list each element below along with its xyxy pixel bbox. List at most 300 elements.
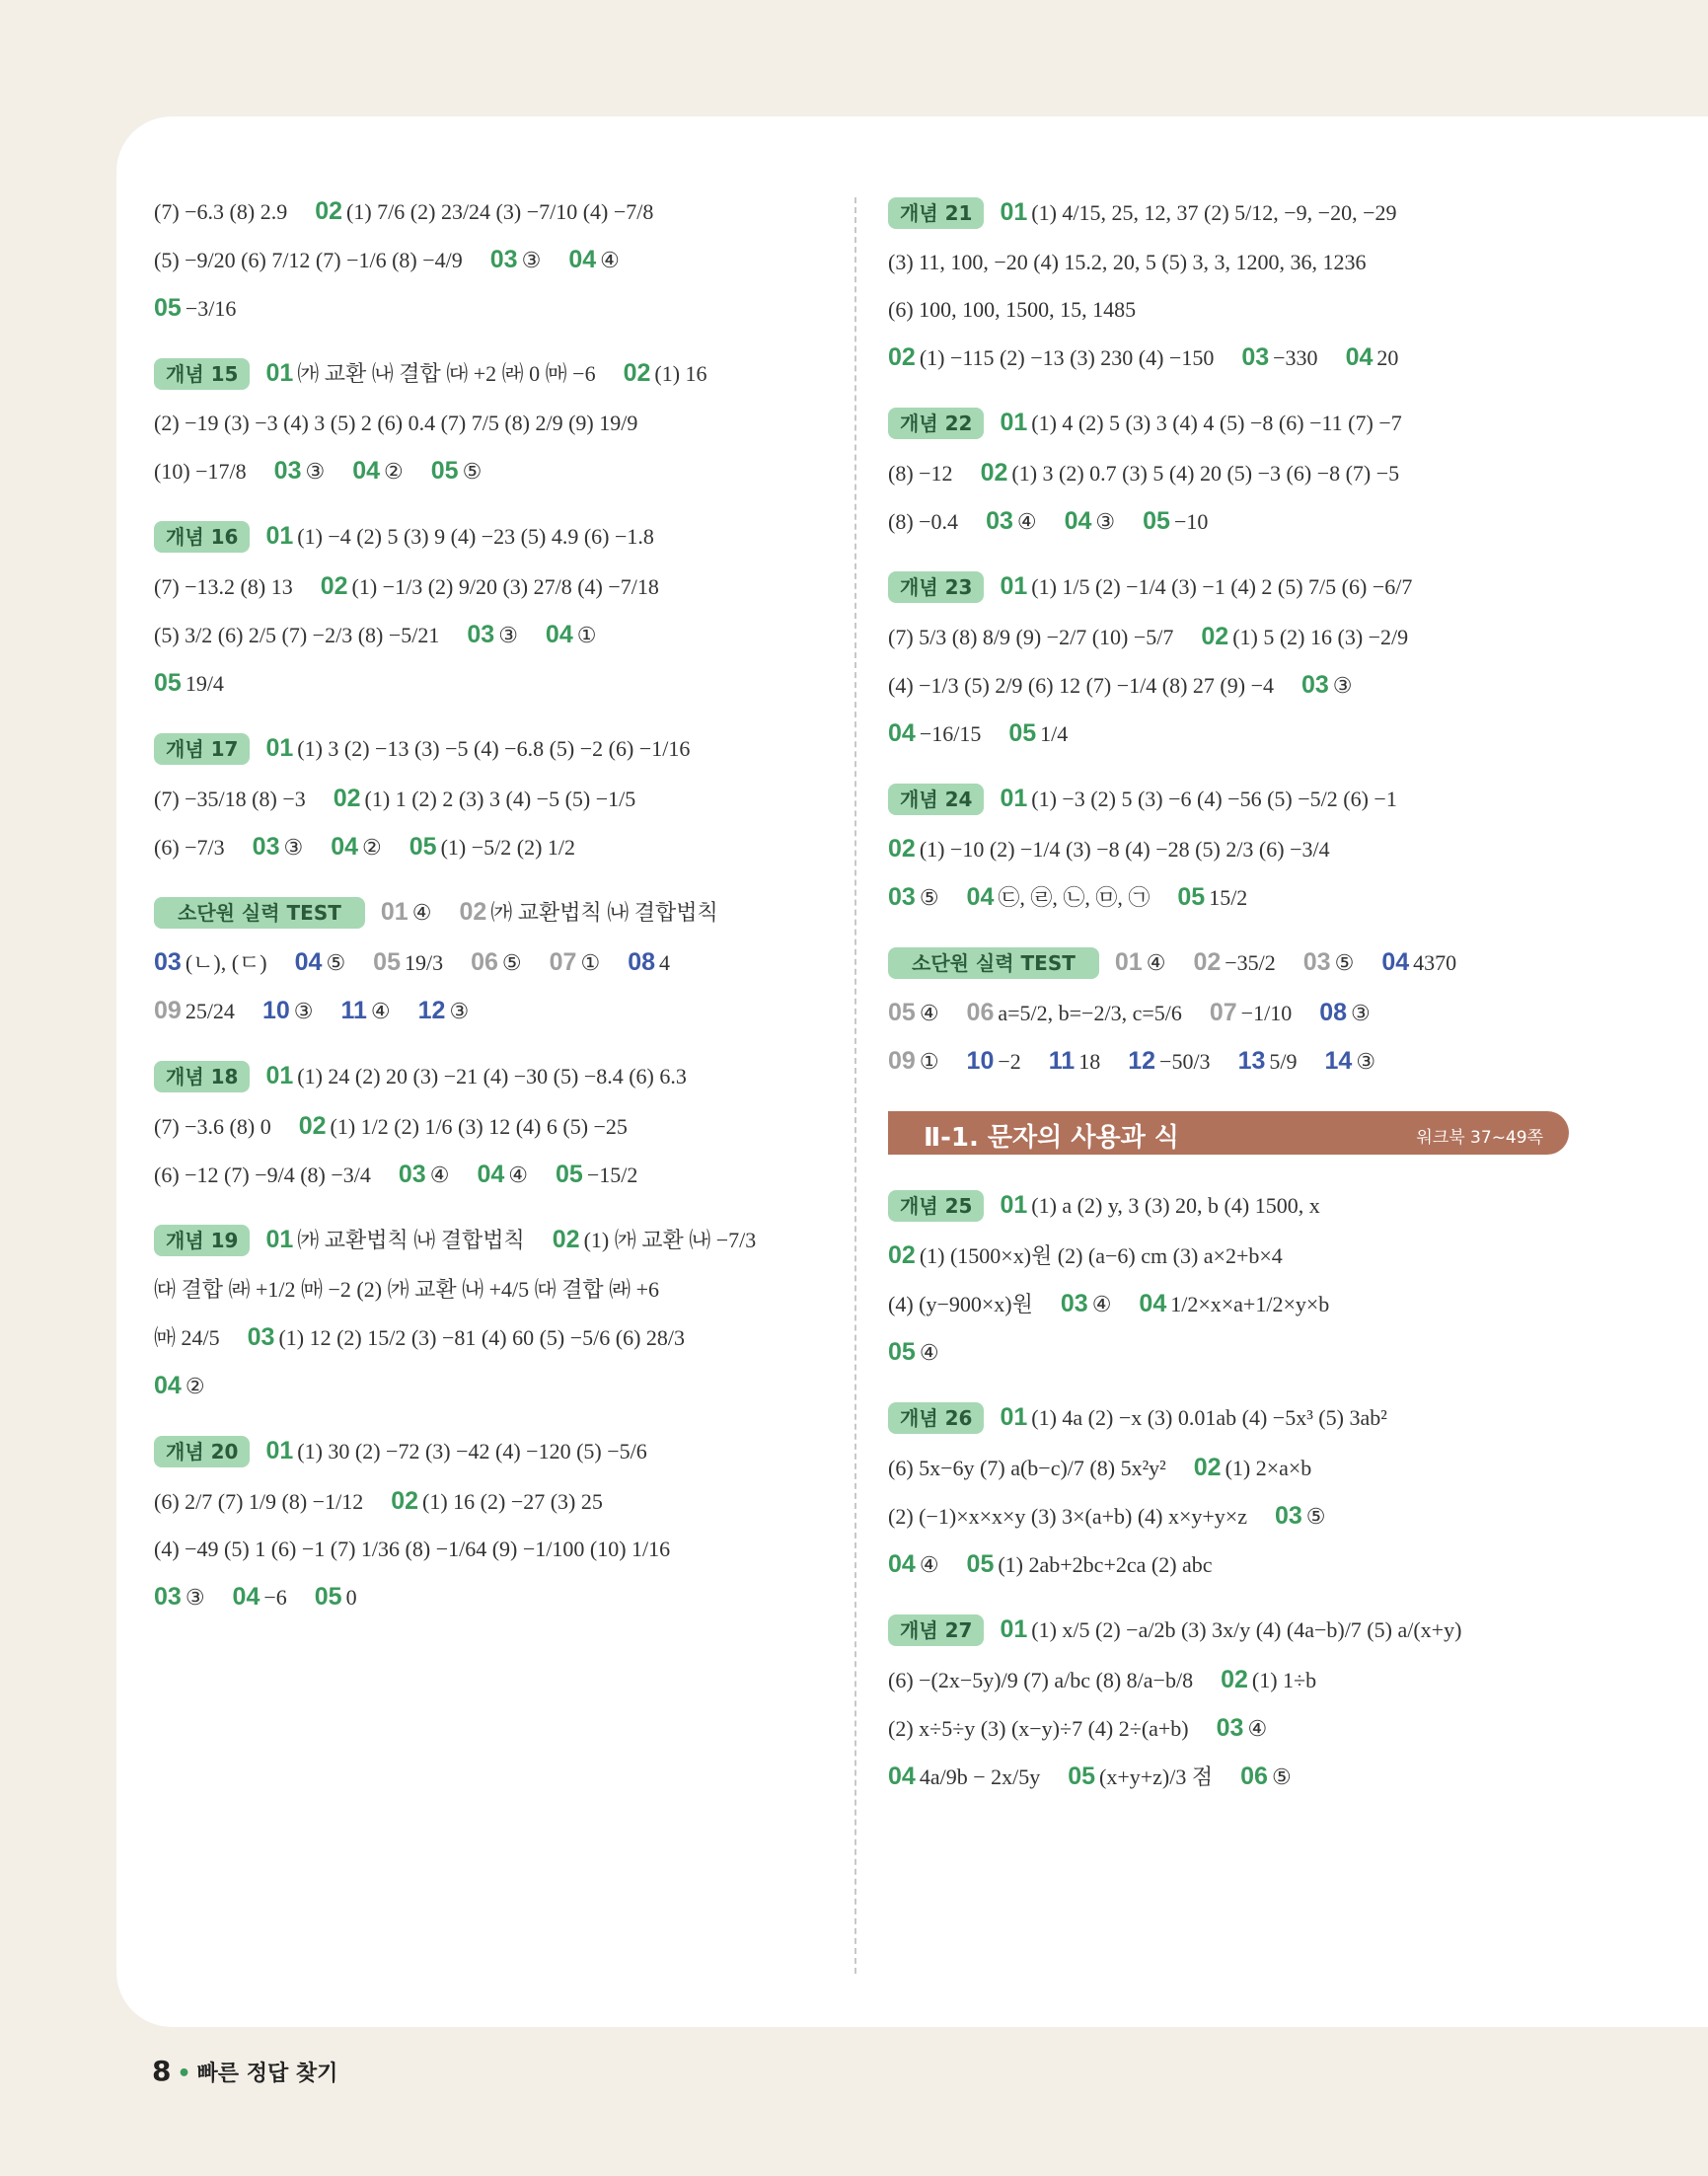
answer-text: ② bbox=[185, 1374, 205, 1398]
answer-line bbox=[154, 197, 845, 226]
answer-line bbox=[154, 358, 845, 390]
answer-item bbox=[1346, 345, 1399, 370]
answer-line bbox=[154, 1487, 845, 1516]
section-test-tag: 소단원 실력 TEST bbox=[154, 897, 365, 929]
answer-text: 20 bbox=[1376, 345, 1399, 370]
answer-item bbox=[154, 999, 235, 1023]
answer-item bbox=[1049, 1049, 1100, 1074]
answer-text: ③ bbox=[1351, 1001, 1371, 1025]
answer-text: (6) −12 (7) −9/4 (8) −3/4 bbox=[154, 1163, 371, 1187]
concept-tag: 개념 25 bbox=[888, 1190, 984, 1222]
answer-item bbox=[334, 787, 636, 811]
question-number: 05 bbox=[154, 669, 182, 697]
answer-text: −1/10 bbox=[1240, 1001, 1293, 1025]
answer-text: (ㄴ), (ㄷ) bbox=[185, 950, 267, 975]
question-number: 05 bbox=[1068, 1763, 1096, 1790]
question-number: 02 bbox=[391, 1487, 419, 1515]
answer-item bbox=[1000, 574, 1412, 599]
answer-text: (8) −12 bbox=[888, 461, 953, 486]
answer-item bbox=[274, 459, 326, 484]
answer-item bbox=[381, 900, 432, 925]
question-number: 11 bbox=[340, 997, 367, 1024]
answer-item bbox=[1275, 1504, 1326, 1529]
answer-item bbox=[321, 574, 659, 599]
answer-text: ⑤ bbox=[326, 950, 346, 975]
answer-text: −35/2 bbox=[1225, 950, 1276, 975]
question-number: 05 bbox=[408, 833, 437, 861]
question-number: 03 bbox=[273, 457, 302, 485]
answer-text: −15/2 bbox=[586, 1163, 638, 1187]
question-number: 01 bbox=[265, 734, 294, 762]
answer-text: (1) −4 (2) 5 (3) 9 (4) −23 (5) 4.9 (6) −1.8 bbox=[297, 524, 654, 549]
answer-item bbox=[331, 835, 382, 860]
answer-line bbox=[888, 1338, 1569, 1367]
question-number: 01 bbox=[1000, 1191, 1028, 1219]
answer-item bbox=[265, 524, 653, 549]
answer-text: −330 bbox=[1273, 345, 1318, 370]
answer-line bbox=[154, 733, 845, 765]
answer-item bbox=[1319, 1001, 1371, 1025]
answer-item bbox=[888, 625, 1173, 649]
answer-item bbox=[265, 1064, 686, 1088]
answer-line bbox=[154, 1323, 845, 1352]
question-number: 05 bbox=[888, 1338, 916, 1366]
answer-text: ⑤ bbox=[1271, 1764, 1292, 1789]
answer-item bbox=[888, 345, 1214, 370]
answer-section bbox=[154, 521, 845, 698]
question-number: 07 bbox=[1209, 999, 1237, 1026]
answer-item bbox=[315, 1585, 357, 1610]
answer-text: (1) a (2) y, 3 (3) 20, b (4) 1500, x bbox=[1031, 1193, 1320, 1218]
answer-text: (2) (−1)×x×x×y (3) 3×(a+b) (4) x×y+y×z bbox=[888, 1504, 1247, 1529]
answer-item bbox=[967, 1049, 1021, 1074]
answer-text: (6) −7/3 bbox=[154, 835, 225, 860]
question-number: 06 bbox=[1240, 1763, 1268, 1790]
answer-item bbox=[888, 1456, 1166, 1480]
question-number: 02 bbox=[552, 1226, 580, 1253]
answer-section bbox=[154, 1061, 845, 1189]
answer-item bbox=[888, 721, 981, 746]
unit-banner-section bbox=[888, 1111, 1569, 1155]
question-number: 01 bbox=[1114, 948, 1143, 976]
question-number: 03 bbox=[398, 1161, 426, 1188]
concept-tag: 개념 17 bbox=[154, 733, 250, 765]
question-number: 04 bbox=[477, 1161, 505, 1188]
answer-line bbox=[888, 249, 1569, 276]
answer-line bbox=[888, 408, 1569, 439]
question-number: 05 bbox=[1177, 883, 1206, 911]
answer-line bbox=[888, 1714, 1569, 1743]
answer-text: (3) 11, 100, −20 (4) 15.2, 20, 5 (5) 3, 3, 1200, 36, 1236 bbox=[888, 250, 1367, 274]
answer-item bbox=[154, 1537, 670, 1561]
question-number: 03 bbox=[247, 1323, 275, 1351]
answer-section bbox=[154, 733, 845, 862]
answer-item bbox=[967, 1001, 1182, 1025]
answer-text: 19/3 bbox=[404, 950, 444, 975]
answer-item bbox=[1177, 885, 1247, 910]
answer-text: ⑤ bbox=[1334, 950, 1355, 975]
concept-tag: 개념 19 bbox=[154, 1225, 250, 1256]
answer-text: −16/15 bbox=[919, 721, 982, 746]
answer-item bbox=[1303, 950, 1355, 975]
question-number: 03 bbox=[1300, 671, 1329, 699]
answer-text: ④ bbox=[1091, 1292, 1112, 1316]
answer-item bbox=[986, 509, 1037, 534]
question-number: 04 bbox=[888, 719, 916, 747]
unit-banner-title: Ⅱ-1. 문자의 사용과 식 bbox=[924, 1123, 1179, 1153]
answer-item bbox=[888, 1292, 1033, 1316]
answer-item bbox=[888, 461, 953, 486]
answer-item bbox=[154, 574, 293, 599]
answer-text: (1) 2×a×b bbox=[1225, 1456, 1312, 1480]
answer-section bbox=[888, 408, 1569, 536]
answer-text: 1/2×x×a+1/2×y×b bbox=[1170, 1292, 1330, 1316]
answer-line bbox=[154, 521, 845, 553]
answer-item bbox=[888, 1764, 1040, 1789]
question-number: 04 bbox=[888, 1550, 916, 1578]
section-test-tag: 소단원 실력 TEST bbox=[888, 947, 1099, 979]
question-number: 09 bbox=[154, 997, 182, 1024]
answer-text: (7) −13.2 (8) 13 bbox=[154, 574, 293, 599]
answer-line bbox=[888, 343, 1569, 372]
answer-text: (1) −5/2 (2) 1/2 bbox=[440, 835, 576, 860]
answer-item bbox=[265, 1439, 646, 1463]
answer-text: (4) (y−900×x)원 bbox=[888, 1292, 1033, 1316]
answer-item bbox=[1240, 1764, 1292, 1789]
answer-text: (2) x÷5÷y (3) (x−y)÷7 (4) 2÷(a+b) bbox=[888, 1716, 1189, 1741]
answer-item bbox=[154, 1114, 271, 1139]
question-number: 02 bbox=[1193, 948, 1222, 976]
answer-text: −50/3 bbox=[1159, 1049, 1211, 1074]
answer-line bbox=[154, 1276, 845, 1304]
answer-section bbox=[888, 571, 1569, 748]
answer-text: ① bbox=[576, 623, 597, 647]
answer-item bbox=[154, 787, 306, 811]
answer-text: ④ bbox=[1146, 950, 1166, 975]
concept-tag: 개념 27 bbox=[888, 1614, 984, 1646]
answer-line bbox=[888, 1190, 1569, 1222]
answer-text: (6) −(2x−5y)/9 (7) a/bc (8) 8/a−b/8 bbox=[888, 1668, 1194, 1692]
answer-item bbox=[315, 199, 653, 224]
answer-text: ④ bbox=[1247, 1716, 1268, 1741]
answer-text: ③ bbox=[449, 999, 470, 1023]
question-number: 12 bbox=[1128, 1047, 1156, 1075]
question-number: 04 bbox=[294, 948, 323, 976]
answer-text: ④ bbox=[600, 248, 620, 272]
question-number: 03 bbox=[1274, 1502, 1302, 1530]
answer-item bbox=[154, 671, 224, 696]
answer-item bbox=[628, 950, 670, 975]
question-number: 02 bbox=[623, 359, 651, 387]
answer-text: ④ bbox=[508, 1163, 528, 1187]
answer-line bbox=[888, 671, 1569, 700]
question-number: 01 bbox=[1000, 409, 1028, 436]
unit-banner bbox=[888, 1111, 1569, 1155]
question-number: 02 bbox=[1193, 1454, 1222, 1481]
question-number: 03 bbox=[1216, 1714, 1244, 1742]
question-number: 04 bbox=[1139, 1290, 1167, 1317]
answer-text: (1) 1/2 (2) 1/6 (3) 12 (4) 6 (5) −25 bbox=[330, 1114, 628, 1139]
answer-item bbox=[888, 1001, 939, 1025]
answer-item bbox=[154, 950, 267, 975]
answer-item bbox=[154, 296, 236, 321]
question-number: 10 bbox=[261, 997, 290, 1024]
answer-text: ⑤ bbox=[1305, 1504, 1326, 1529]
answer-text: (1) 24 (2) 20 (3) −21 (4) −30 (5) −8.4 (6) 6.3 bbox=[297, 1064, 687, 1088]
answer-item bbox=[888, 1552, 939, 1577]
answer-item bbox=[888, 509, 958, 534]
answer-text: (1) −3 (2) 5 (3) −6 (4) −56 (5) −5/2 (6) −1 bbox=[1031, 787, 1397, 811]
answer-item bbox=[1325, 1049, 1376, 1074]
answer-line bbox=[154, 294, 845, 323]
answer-item bbox=[1008, 721, 1068, 746]
answer-item bbox=[154, 623, 439, 647]
answer-text: ③ bbox=[498, 623, 518, 647]
answer-line bbox=[154, 246, 845, 274]
question-number: 04 bbox=[154, 1372, 182, 1399]
answer-item bbox=[1000, 1405, 1386, 1430]
question-number: 06 bbox=[471, 948, 498, 976]
question-number: 02 bbox=[315, 197, 343, 225]
answer-line bbox=[154, 997, 845, 1025]
answer-text: ㈎ 교환법칙 ㈏ 결합법칙 bbox=[490, 900, 718, 925]
question-number: 03 bbox=[986, 507, 1013, 535]
answer-item bbox=[477, 1163, 528, 1187]
answer-item bbox=[253, 835, 304, 860]
answer-text: a=5/2, b=−2/3, c=5/6 bbox=[998, 1001, 1182, 1025]
answer-line bbox=[154, 621, 845, 649]
answer-text: (1) (1500×x)원 (2) (a−6) cm (3) a×2+b×4 bbox=[919, 1243, 1283, 1268]
answer-text: (1) 1/5 (2) −1/4 (3) −1 (4) 2 (5) 7/5 (6) −6/7 bbox=[1031, 574, 1413, 599]
answer-text: (6) 2/7 (7) 1/9 (8) −1/12 bbox=[154, 1489, 364, 1514]
question-number: 04 bbox=[331, 833, 359, 861]
answer-text: (6) 100, 100, 1500, 15, 1485 bbox=[888, 297, 1137, 322]
answer-text: ① bbox=[580, 950, 601, 975]
concept-tag: 개념 26 bbox=[888, 1402, 984, 1434]
answer-item bbox=[1221, 1668, 1316, 1692]
answer-item bbox=[1000, 200, 1396, 225]
question-number: 12 bbox=[417, 997, 446, 1024]
page-footer bbox=[152, 2055, 337, 2087]
answer-item bbox=[1128, 1049, 1210, 1074]
answer-text: 25/24 bbox=[185, 999, 235, 1023]
question-number: 04 bbox=[1064, 507, 1092, 535]
left-column bbox=[154, 197, 845, 1647]
question-number: 04 bbox=[545, 621, 573, 648]
answer-item bbox=[1301, 673, 1353, 698]
answer-text: (4) −1/3 (5) 2/9 (6) 12 (7) −1/4 (8) 27 (9) −4 bbox=[888, 673, 1274, 698]
answer-line bbox=[154, 833, 845, 862]
answer-line bbox=[888, 1047, 1569, 1076]
answer-item bbox=[1068, 1764, 1213, 1789]
answer-item bbox=[1000, 1193, 1319, 1218]
answer-line bbox=[154, 1112, 845, 1141]
question-number: 01 bbox=[265, 1226, 294, 1253]
answer-text: 18 bbox=[1078, 1049, 1101, 1074]
answer-line bbox=[888, 1454, 1569, 1482]
answer-section bbox=[154, 897, 845, 1025]
answer-text: ② bbox=[362, 835, 382, 860]
answer-text: (8) −0.4 bbox=[888, 509, 959, 534]
answer-line bbox=[888, 623, 1569, 651]
question-number: 01 bbox=[265, 359, 294, 387]
question-number: 05 bbox=[888, 999, 916, 1026]
answer-text: (1) −1/3 (2) 9/20 (3) 27/8 (4) −7/18 bbox=[351, 574, 659, 599]
answer-item bbox=[459, 900, 717, 925]
answer-text: ④ bbox=[429, 1163, 450, 1187]
answer-item bbox=[1061, 1292, 1112, 1316]
answer-line bbox=[888, 197, 1569, 229]
question-number: 03 bbox=[1302, 948, 1331, 976]
answer-text: ㈎ 교환법칙 ㈏ 결합법칙 bbox=[297, 1228, 525, 1252]
answer-item bbox=[981, 461, 1400, 486]
answer-item bbox=[154, 1325, 220, 1350]
answer-line bbox=[154, 948, 845, 977]
answer-text: (1) 3 (2) 0.7 (3) 5 (4) 20 (5) −3 (6) −8 (7) −5 bbox=[1011, 461, 1400, 486]
answer-item bbox=[1115, 950, 1166, 975]
answer-line bbox=[888, 1502, 1569, 1531]
answer-text: ③ bbox=[1356, 1049, 1376, 1074]
answer-item bbox=[248, 1325, 685, 1350]
answer-text: ⑤ bbox=[462, 459, 483, 484]
answer-text: (2) −19 (3) −3 (4) 3 (5) 2 (6) 0.4 (7) 7/5 (8) 2/9 (9) 19/9 bbox=[154, 411, 638, 435]
answer-line bbox=[154, 1061, 845, 1092]
question-number: 09 bbox=[888, 1047, 916, 1075]
answer-line bbox=[154, 410, 845, 437]
answer-text: 4a/9b − 2x/5y bbox=[919, 1764, 1041, 1789]
question-number: 05 bbox=[966, 1550, 995, 1578]
answer-item bbox=[490, 248, 542, 272]
question-number: 02 bbox=[459, 898, 487, 926]
answer-item bbox=[1238, 1049, 1298, 1074]
concept-tag: 개념 24 bbox=[888, 784, 984, 815]
answer-line bbox=[888, 459, 1569, 488]
answer-text: ④ bbox=[411, 900, 432, 925]
answer-item bbox=[556, 1163, 637, 1187]
answer-text: (1) 1÷b bbox=[1251, 1668, 1317, 1692]
answer-text: ④ bbox=[370, 999, 391, 1023]
answer-item bbox=[262, 999, 314, 1023]
question-number: 03 bbox=[1241, 343, 1270, 371]
concept-tag: 개념 21 bbox=[888, 197, 984, 229]
answer-item bbox=[1193, 950, 1275, 975]
answer-section bbox=[888, 1402, 1569, 1579]
question-number: 04 bbox=[888, 1763, 916, 1790]
answer-text: 4370 bbox=[1413, 950, 1457, 975]
answer-text: (1) 4 (2) 5 (3) 3 (4) 4 (5) −8 (6) −11 (7) −7 bbox=[1031, 411, 1402, 435]
question-number: 01 bbox=[265, 1437, 294, 1464]
answer-item bbox=[888, 1049, 939, 1074]
question-number: 02 bbox=[888, 343, 916, 371]
answer-item bbox=[1000, 411, 1401, 435]
question-number: 14 bbox=[1324, 1047, 1353, 1075]
answer-text: ② bbox=[384, 459, 404, 484]
answer-item bbox=[391, 1489, 603, 1514]
answer-line bbox=[888, 296, 1569, 324]
answer-text: (1) 12 (2) 15/2 (3) −81 (4) 60 (5) −5/6 (6) 28/3 bbox=[278, 1325, 686, 1350]
answer-line bbox=[888, 1402, 1569, 1434]
column-divider bbox=[854, 197, 856, 1974]
answer-section bbox=[154, 358, 845, 486]
question-number: 03 bbox=[154, 948, 182, 976]
answer-text: ③ bbox=[305, 459, 326, 484]
question-number: 05 bbox=[1008, 719, 1037, 747]
answer-section bbox=[888, 1190, 1569, 1367]
question-number: 03 bbox=[467, 621, 495, 648]
answer-text: (1) 1 (2) 2 (3) 3 (4) −5 (5) −1/5 bbox=[364, 787, 636, 811]
answer-item bbox=[154, 1374, 205, 1398]
answer-text: 19/4 bbox=[185, 671, 224, 696]
concept-tag: 개념 15 bbox=[154, 358, 250, 390]
right-column bbox=[888, 197, 1569, 1827]
answer-item bbox=[1000, 787, 1396, 811]
answer-section bbox=[154, 197, 845, 323]
answer-text: (7) −35/18 (8) −3 bbox=[154, 787, 306, 811]
question-number: 05 bbox=[154, 294, 182, 322]
answer-section bbox=[888, 197, 1569, 372]
answer-line bbox=[154, 669, 845, 698]
answer-line bbox=[888, 784, 1569, 815]
question-number: 03 bbox=[888, 883, 916, 911]
question-number: 03 bbox=[489, 246, 518, 273]
answer-line bbox=[154, 1536, 845, 1563]
question-number: 04 bbox=[1381, 948, 1410, 976]
answer-item bbox=[154, 1163, 371, 1187]
question-number: 02 bbox=[1221, 1666, 1248, 1693]
answer-item bbox=[624, 361, 707, 386]
question-number: 06 bbox=[966, 999, 995, 1026]
answer-item bbox=[967, 1552, 1213, 1577]
answer-item bbox=[1000, 1617, 1461, 1642]
question-number: 01 bbox=[1000, 1403, 1028, 1431]
answer-line bbox=[154, 1372, 845, 1400]
answer-text: 4 bbox=[659, 950, 671, 975]
question-number: 04 bbox=[568, 246, 597, 273]
answer-text: ④ bbox=[919, 1552, 939, 1577]
answer-text: (1) 5 (2) 16 (3) −2/9 bbox=[1232, 625, 1409, 649]
answer-line bbox=[888, 571, 1569, 603]
question-number: 02 bbox=[333, 785, 361, 812]
answer-item bbox=[154, 459, 247, 484]
answer-line bbox=[888, 1614, 1569, 1646]
answer-item bbox=[1381, 950, 1456, 975]
answer-text: −10 bbox=[1173, 509, 1209, 534]
answer-text: 15/2 bbox=[1209, 885, 1248, 910]
answer-line bbox=[888, 1763, 1569, 1791]
answer-item bbox=[154, 1489, 363, 1514]
question-number: 02 bbox=[1201, 623, 1229, 650]
answer-text: (6) 5x−6y (7) a(b−c)/7 (8) 5x²y² bbox=[888, 1456, 1166, 1480]
answer-text: (1) 16 bbox=[654, 361, 707, 386]
answer-text: (5) 3/2 (6) 2/5 (7) −2/3 (8) −5/21 bbox=[154, 623, 440, 647]
question-number: 04 bbox=[966, 883, 995, 911]
answer-item bbox=[352, 459, 404, 484]
answer-item bbox=[399, 1163, 450, 1187]
answer-item bbox=[373, 950, 443, 975]
answer-text: ③ bbox=[1332, 673, 1353, 698]
answer-item bbox=[467, 623, 518, 647]
answer-item bbox=[967, 885, 1151, 910]
question-number: 10 bbox=[966, 1047, 995, 1075]
answer-line bbox=[888, 1290, 1569, 1318]
answer-text: (1) 16 (2) −27 (3) 25 bbox=[422, 1489, 603, 1514]
answer-section bbox=[888, 784, 1569, 912]
answer-item bbox=[154, 1277, 659, 1302]
question-number: 01 bbox=[265, 1062, 294, 1089]
answer-line bbox=[154, 1436, 845, 1467]
answer-item bbox=[568, 248, 620, 272]
answer-item bbox=[888, 1716, 1189, 1741]
